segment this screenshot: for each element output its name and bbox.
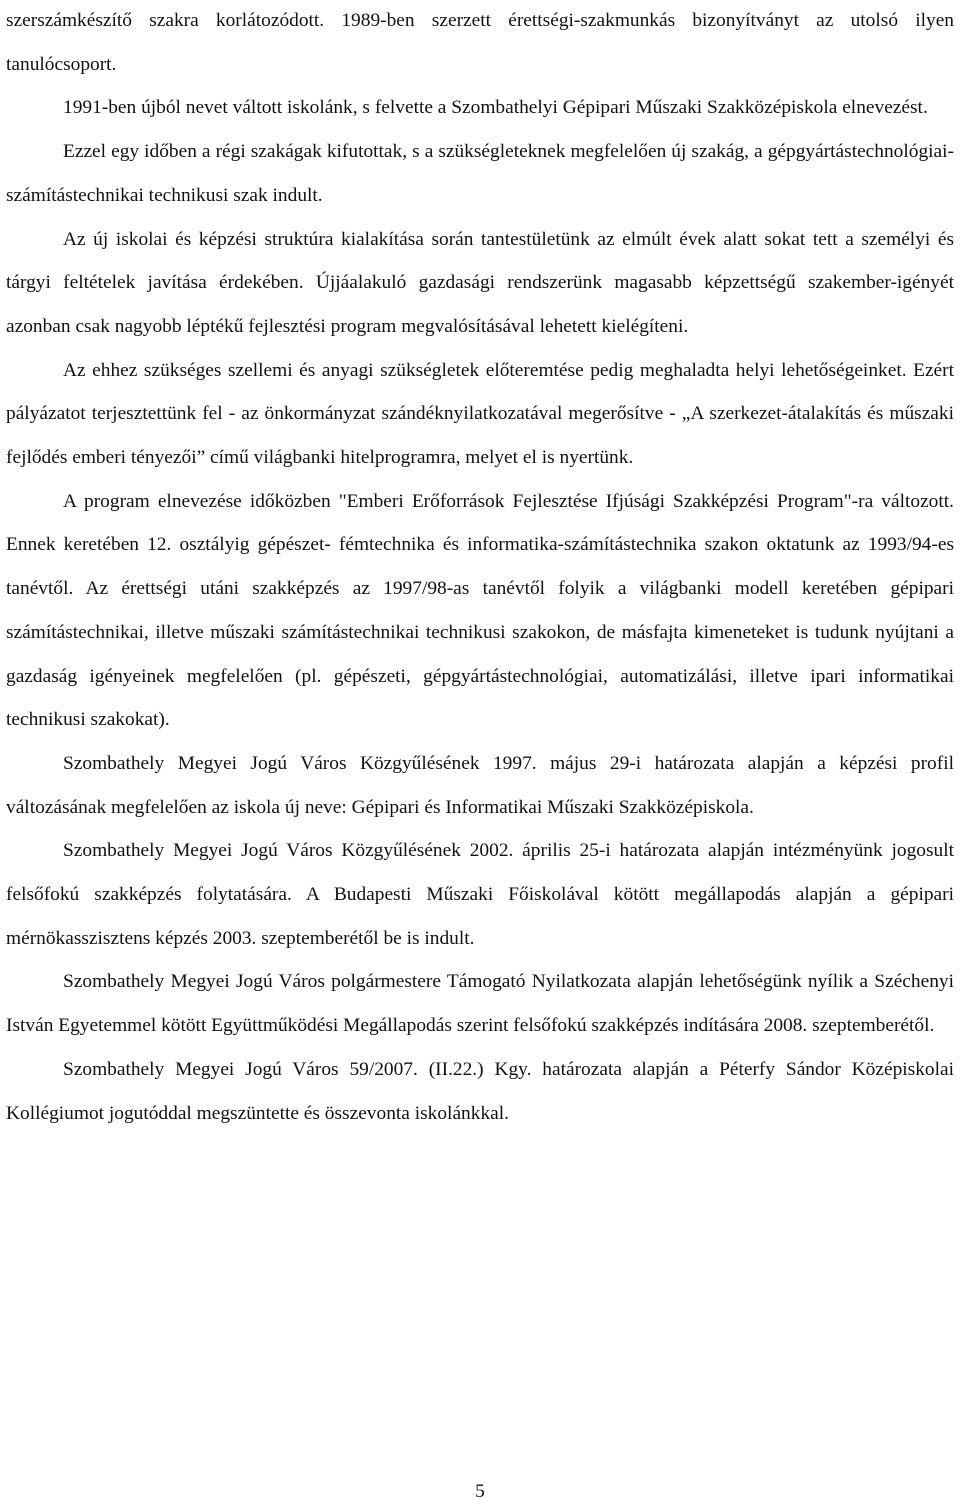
page-number: 5 xyxy=(475,1481,485,1502)
paragraph-3: Ezzel egy időben a régi szakágak kifutottak, s a szükségleteknek megfelelően új szakág, a gépgyártástechnológiai-számítástechnikai technikusi szak indult. xyxy=(6,141,954,206)
paragraph-8: Szombathely Megyei Jogú Város Közgyűlésének 2002. április 25-i határozata alapján intézményünk jogosult felsőfokú szakképzés folytatására. A Budapesti Műszaki Főiskolával kötött megállapodás alapján a gépipari mérnökasszisztens képzés 2003. szeptemberétől be is indult. xyxy=(6,840,954,949)
paragraph-9: Szombathely Megyei Jogú Város polgármestere Támogató Nyilatkozata alapján lehetőségünk nyílik a Széchenyi István Egyetemmel kötött Együttműködési Megállapodás szerint felsőfokú szakképzés indítására 2008. szeptemberétől. xyxy=(6,971,954,1037)
paragraph-6: A program elnevezése időközben "Emberi Erőforrások Fejlesztése Ifjúsági Szakképzési Program"-ra változott. Ennek keretében 12. osztályig gépészet- fémtechnika és informatika-számítástechnika szakon oktatunk az 1993/94-es tanévtől. Az érettségi utáni szakképzés az 1997/98-as tanévtől folyik a világbanki modell keretében gépipari számítástechnikai, illetve műszaki számítástechnikai technikusi szakokon, de másfajta kimeneteket is tudunk nyújtani a gazdaság igényeinek megfelelően (pl. gépészeti, gépgyártástechnológiai, automatizálási, illetve ipari informatikai technikusi szakokat). xyxy=(6,490,954,731)
paragraph-5: Az ehhez szükséges szellemi és anyagi szükségletek előteremtése pedig meghaladta helyi lehetőségeinket. Ezért pályázatot terjesztettünk fel - az önkormányzat szándéknyilatkozatával megerősítve - „A szerkezet-átalakítás és műszaki fejlődés emberi tényezői” című világbanki hitelprogramra, melyet el is nyertünk. xyxy=(6,359,954,469)
paragraph-10: Szombathely Megyei Jogú Város 59/2007. (II.22.) Kgy. határozata alapján a Péterfy Sándor Középiskolai Kollégiumot jogutóddal megszüntette és összevonta iskolánkkal. xyxy=(6,1058,954,1124)
paragraph-1: szerszámkészítő szakra korlátozódott. 1989-ben szerzett érettségi-szakmunkás bizonyítványt az utolsó ilyen tanulócsoport. xyxy=(6,10,954,75)
paragraph-4: Az új iskolai és képzési struktúra kialakítása során tantestületünk az elmúlt évek alatt sokat tett a személyi és tárgyi feltételek javítása érdekében. Újjáalakuló gazdasági rendszerünk magasabb képzettségű szakember-igényét azonban csak nagyobb léptékű fejlesztési program megvalósításával lehetett kielégíteni. xyxy=(6,228,954,337)
body-text xyxy=(6,0,954,1135)
paragraph-2: 1991-ben újból nevet váltott iskolánk, s felvette a Szombathelyi Gépipari Műszaki Szakközépiskola elnevezést. xyxy=(63,97,928,119)
paragraph-7: Szombathely Megyei Jogú Város Közgyűlésének 1997. május 29-i határozata alapján a képzési profil változásának megfelelően az iskola új neve: Gépipari és Informatikai Műszaki Szakközépiskola. xyxy=(6,752,954,818)
